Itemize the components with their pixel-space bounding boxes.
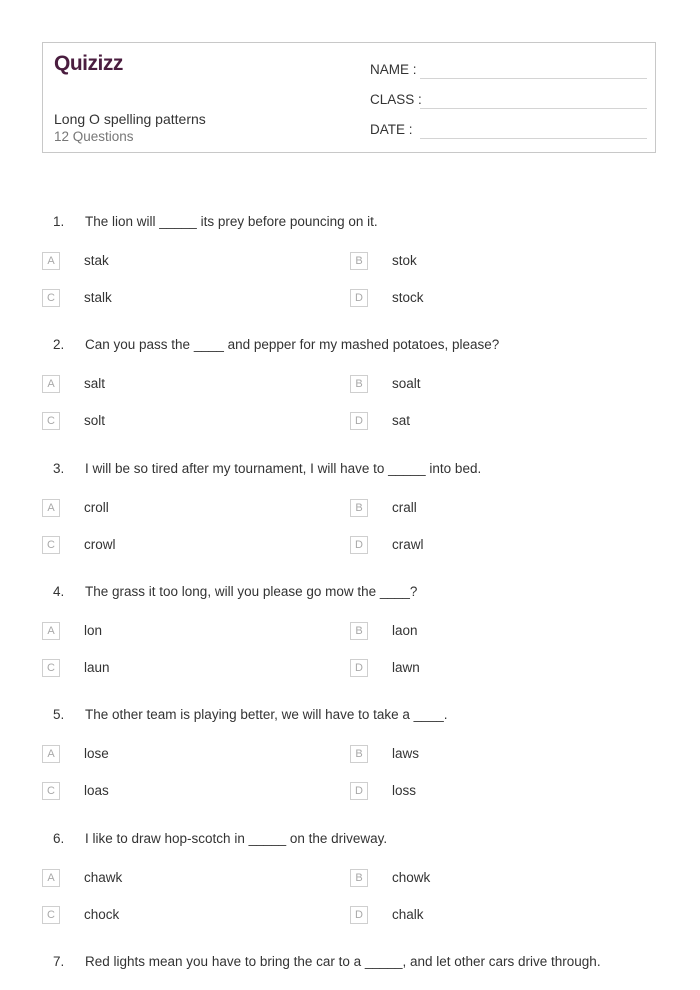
date-line[interactable]: [420, 138, 647, 139]
option-letter-box[interactable]: A: [42, 252, 60, 270]
option-text: lawn: [392, 660, 420, 675]
option-letter-box[interactable]: C: [42, 906, 60, 924]
option-letter-box[interactable]: A: [42, 375, 60, 393]
option-text: sat: [392, 413, 411, 428]
question-number: 6.: [53, 831, 65, 846]
question-text: Red lights mean you have to bring the car to a _____, and let other cars drive through.: [85, 954, 601, 969]
option-letter-box[interactable]: A: [42, 745, 60, 763]
name-line[interactable]: [420, 78, 647, 79]
option-letter-box[interactable]: B: [350, 375, 368, 393]
date-label: DATE :: [370, 122, 413, 137]
option-letter-box[interactable]: D: [350, 536, 368, 554]
question-text: I like to draw hop-scotch in _____ on the driveway.: [85, 831, 388, 846]
option-text: crawl: [392, 537, 424, 552]
option-text: stock: [392, 290, 424, 305]
option-letter-box[interactable]: D: [350, 412, 368, 430]
class-line[interactable]: [420, 108, 647, 109]
option-text: chowk: [392, 870, 431, 885]
option-letter-box[interactable]: D: [350, 289, 368, 307]
option-letter-box[interactable]: B: [350, 252, 368, 270]
option-text: lon: [84, 623, 103, 638]
name-field[interactable]: [370, 59, 647, 79]
option-text: stalk: [84, 290, 112, 305]
option-letter-box[interactable]: A: [42, 622, 60, 640]
name-label: NAME :: [370, 62, 417, 77]
quizizz-logo: Quizizz: [54, 52, 123, 75]
option-letter-box[interactable]: B: [350, 869, 368, 887]
question-text: The lion will _____ its prey before pouncing on it.: [85, 214, 378, 229]
option-letter-box[interactable]: C: [42, 412, 60, 430]
option-text: chalk: [392, 907, 424, 922]
question-text: Can you pass the ____ and pepper for my mashed potatoes, please?: [85, 337, 500, 352]
option-letter-box[interactable]: B: [350, 745, 368, 763]
option-text: crall: [392, 500, 417, 515]
question-text: The grass it too long, will you please go mow the ____?: [85, 584, 418, 599]
option-letter-box[interactable]: A: [42, 869, 60, 887]
question-number: 5.: [53, 707, 65, 722]
worksheet-title: Long O spelling patterns: [54, 111, 206, 127]
option-letter-box[interactable]: C: [42, 659, 60, 677]
class-label: CLASS :: [370, 92, 422, 107]
option-text: salt: [84, 376, 106, 391]
option-letter-box[interactable]: D: [350, 659, 368, 677]
option-text: croll: [84, 500, 109, 515]
option-text: soalt: [392, 376, 421, 391]
date-field[interactable]: [370, 119, 647, 139]
option-letter-box[interactable]: C: [42, 782, 60, 800]
option-letter-box[interactable]: D: [350, 906, 368, 924]
question-number: 2.: [53, 337, 65, 352]
question-number: 1.: [53, 214, 65, 229]
option-text: stok: [392, 253, 417, 268]
question-count: 12 Questions: [54, 129, 134, 144]
option-text: laws: [392, 746, 420, 761]
option-text: lose: [84, 746, 109, 761]
option-text: chock: [84, 907, 120, 922]
option-letter-box[interactable]: B: [350, 622, 368, 640]
option-text: crowl: [84, 537, 116, 552]
option-text: chawk: [84, 870, 123, 885]
question-text: The other team is playing better, we will have to take a ____.: [85, 707, 448, 722]
option-text: loas: [84, 783, 109, 798]
question-number: 7.: [53, 954, 65, 969]
option-text: loss: [392, 783, 417, 798]
option-text: solt: [84, 413, 106, 428]
option-letter-box[interactable]: D: [350, 782, 368, 800]
option-letter-box[interactable]: A: [42, 499, 60, 517]
worksheet-header: [42, 42, 656, 153]
option-text: stak: [84, 253, 109, 268]
question-text: I will be so tired after my tournament, I will have to _____ into bed.: [85, 461, 482, 476]
question-number: 4.: [53, 584, 65, 599]
option-text: laun: [84, 660, 110, 675]
option-letter-box[interactable]: C: [42, 536, 60, 554]
option-text: laon: [392, 623, 418, 638]
option-letter-box[interactable]: B: [350, 499, 368, 517]
question-number: 3.: [53, 461, 65, 476]
class-field[interactable]: [370, 89, 647, 109]
option-letter-box[interactable]: C: [42, 289, 60, 307]
